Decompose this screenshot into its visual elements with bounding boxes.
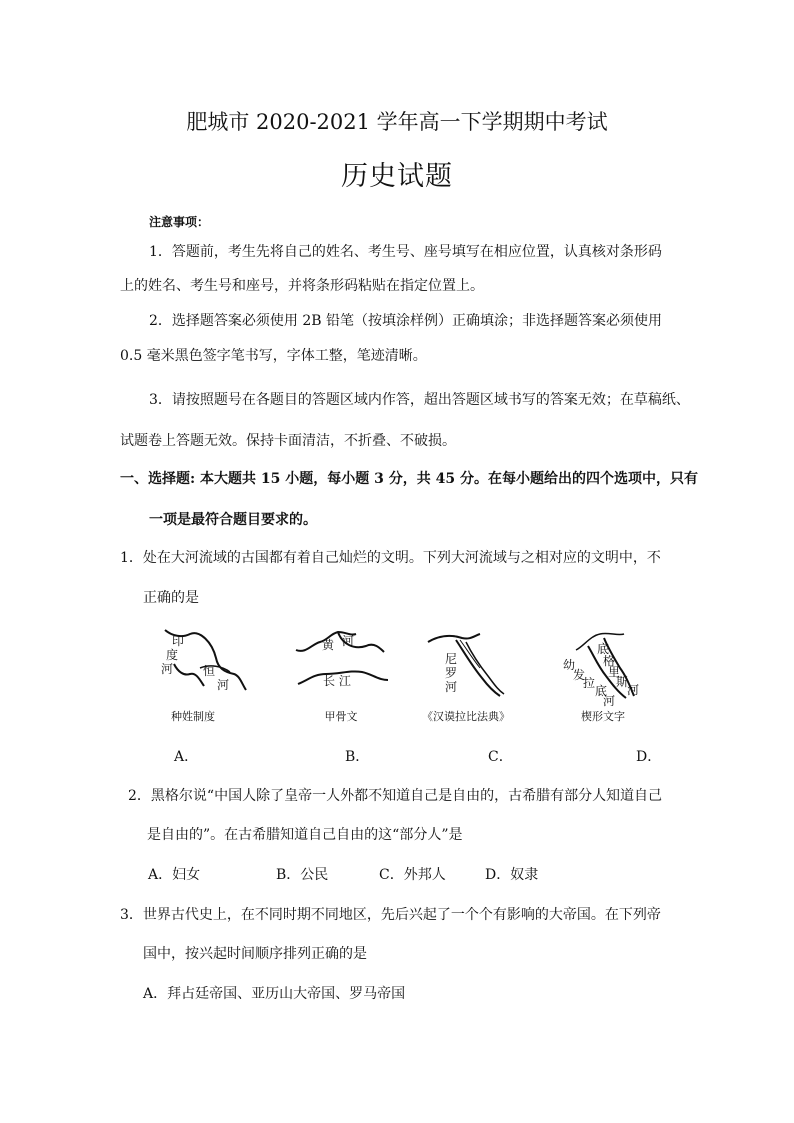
- q2-stem-line-2: 是自由的”。在古希腊知道自己自由的这“部分人”是: [147, 827, 463, 843]
- map-b-label-2: 河: [342, 634, 355, 648]
- note-2-line-2: 0.5 毫米黑色签字笔书写，字体工整，笔迹清晰。: [120, 348, 427, 364]
- map-d-label-10: 河: [627, 683, 640, 697]
- map-a-caption: 种姓制度: [171, 710, 215, 723]
- map-c-label-1: 尼: [445, 652, 458, 666]
- map-d-label-2: 发: [573, 668, 586, 682]
- q3-stem-line-2: 国中，按兴起时间顺序排列正确的是: [143, 946, 367, 962]
- map-c-drawing: [426, 632, 506, 698]
- map-c-label-3: 河: [445, 680, 458, 694]
- map-a-label-3: 河: [161, 662, 174, 676]
- map-d-label-1: 幼: [563, 658, 576, 672]
- note-1-line-1: 1．答题前，考生先将自己的姓名、考生号、座号填写在相应位置，认真核对条形码: [149, 244, 662, 260]
- note-3-line-1: 3．请按照题号在各题目的答题区域内作答，超出答题区域书写的答案无效；在草稿纸、: [149, 392, 690, 408]
- exam-title: 肥城市 2020-2021 学年高一下学期期中考试: [186, 110, 608, 134]
- q3-stem-line-1: 3．世界古代史上，在不同时期不同地区，先后兴起了一个个有影响的大帝国。在下列帝: [120, 907, 661, 923]
- notes-heading: 注意事项：: [149, 215, 210, 229]
- q1-option-c[interactable]: C．: [488, 749, 513, 765]
- map-a-label-2: 度: [166, 648, 179, 662]
- map-d-label-5: 河: [603, 694, 616, 708]
- map-d-label-4: 底: [595, 684, 608, 698]
- map-nile: [426, 632, 506, 698]
- note-1-line-2: 上的姓名、考生号和座号，并将条形码粘贴在指定位置上。: [120, 278, 484, 294]
- map-d-label-9: 斯: [616, 675, 629, 689]
- q1-option-b[interactable]: B．: [345, 749, 370, 765]
- section-1-heading-cont: 一项是最符合题目要求的。: [149, 512, 317, 528]
- q2-option-a[interactable]: A．妇女: [148, 867, 201, 883]
- map-a-label-5: 河: [217, 678, 230, 692]
- q2-option-d[interactable]: D．奴隶: [485, 867, 539, 883]
- q3-option-a[interactable]: A．拜占廷帝国、亚历山大帝国、罗马帝国: [143, 986, 406, 1002]
- note-2-line-1: 2．选择题答案必须使用 2B 铅笔（按填涂样例）正确填涂；非选择题答案必须使用: [149, 313, 663, 329]
- q1-option-d[interactable]: D．: [636, 749, 662, 765]
- section-1-heading: 一、选择题: 本大题共 15 小题，每小题 3 分，共 45 分。在每小题给出的四个选项中，只有: [120, 471, 698, 487]
- map-d-label-6: 底: [597, 642, 610, 656]
- map-a-label-1: 印: [172, 634, 185, 648]
- map-c-caption: 《汉谟拉比法典》: [422, 710, 510, 723]
- q2-stem-line-1: 2．黑格尔说“中国人除了皇帝一人外都不知道自己是自由的，古希腊有部分人知道自己: [128, 788, 663, 804]
- map-d-label-3: 拉: [583, 676, 596, 690]
- map-a-label-4: 恒: [203, 664, 216, 678]
- map-d-label-7: 格: [603, 654, 616, 668]
- map-b-caption: 甲骨文: [324, 710, 358, 723]
- q1-option-a[interactable]: A．: [174, 749, 199, 765]
- q1-stem-line-1: 1．处在大河流域的古国都有着自己灿烂的文明。下列大河流域与之相对应的文明中，不: [120, 550, 661, 566]
- map-d-caption: 楔形文字: [581, 710, 625, 723]
- q1-stem-line-2: 正确的是: [143, 590, 199, 606]
- map-c-label-2: 罗: [445, 666, 458, 680]
- note-3-line-2: 试题卷上答题无效。保持卡面清洁，不折叠、不破损。: [120, 433, 456, 449]
- map-b-label-1: 黄: [322, 638, 335, 652]
- map-b-label-3: 长 江: [323, 674, 351, 688]
- map-d-label-8: 里: [608, 665, 621, 679]
- q2-option-c[interactable]: C．外邦人: [379, 867, 446, 883]
- q2-option-b[interactable]: B．公民: [276, 867, 329, 883]
- exam-subtitle: 历史试题: [341, 161, 453, 192]
